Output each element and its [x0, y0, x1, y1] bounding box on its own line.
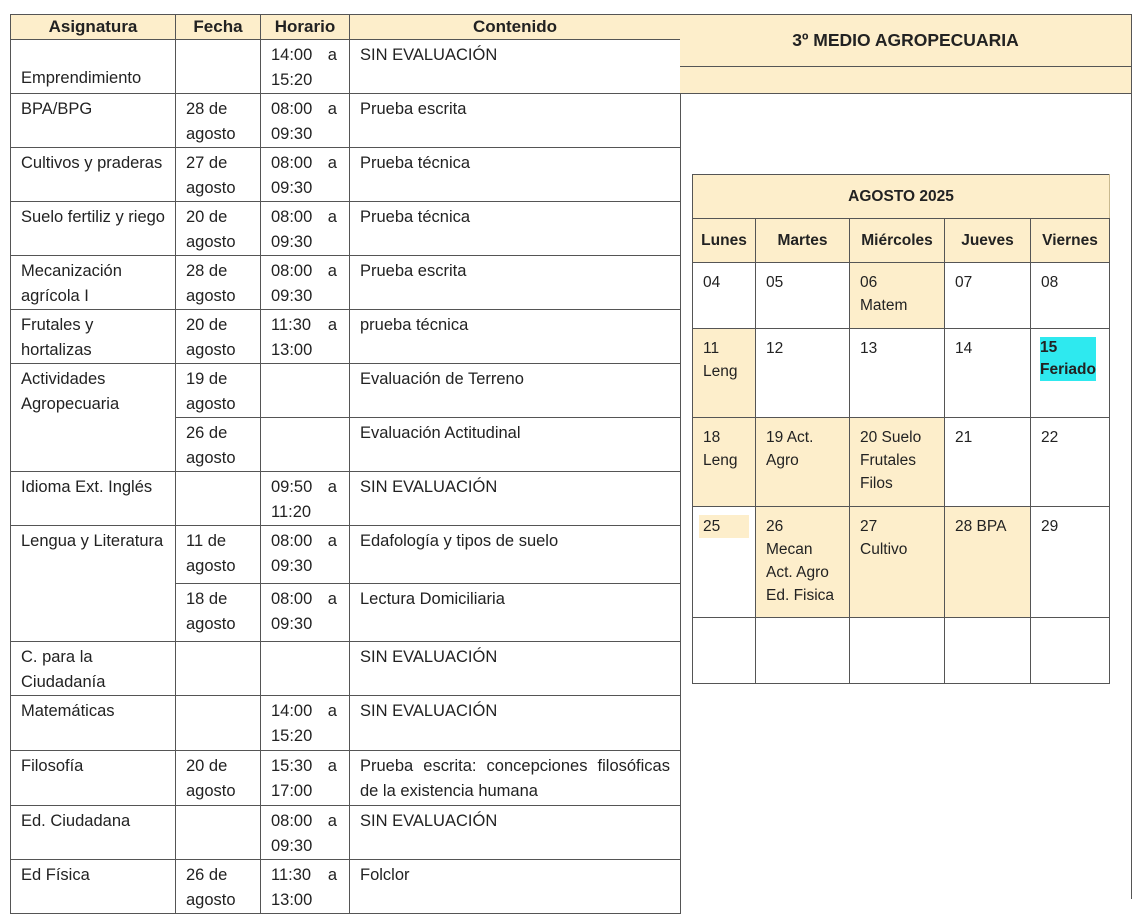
table-row: [11, 202, 681, 256]
content-cell: Edafología y tipos de suelo: [350, 526, 681, 584]
time-cell: 14:00 a 15:20: [261, 696, 350, 751]
calendar-day-text: 12: [766, 340, 784, 357]
calendar-day-cell: [850, 507, 945, 618]
day-header-thursday: Jueves: [945, 219, 1031, 263]
date-cell: 19 de agosto: [176, 364, 261, 418]
content-cell: prueba técnica: [350, 310, 681, 364]
calendar-day-cell: [693, 329, 756, 418]
calendar-day-cell: [1031, 263, 1110, 329]
calendar-day-cell: [1031, 507, 1110, 618]
subject-cell: Lengua y Literatura: [11, 526, 176, 642]
calendar-day-cell: [756, 418, 850, 507]
table-row: [11, 642, 681, 696]
calendar-day-cell: [756, 507, 850, 618]
calendar-day-cell: [945, 507, 1031, 618]
time-cell: [261, 364, 350, 418]
date-cell: 28 de agosto: [176, 256, 261, 310]
calendar-day-cell: [1031, 618, 1110, 684]
content-cell: Evaluación Actitudinal: [350, 418, 681, 472]
calendar-day-cell: [1031, 329, 1110, 418]
calendar-week-row: [693, 618, 1110, 684]
calendar-week-row: [693, 329, 1110, 418]
calendar-week-row: [693, 263, 1110, 329]
content-cell: Evaluación de Terreno: [350, 364, 681, 418]
calendar-day-cell: [850, 329, 945, 418]
day-header-friday: Viernes: [1031, 219, 1110, 263]
content-cell: SIN EVALUACIÓN: [350, 696, 681, 751]
calendar-day-text: 22: [1041, 429, 1059, 446]
date-cell: [176, 642, 261, 696]
calendar-day-cell: [850, 418, 945, 507]
date-cell: 18 de agosto: [176, 584, 261, 642]
header-content: Contenido: [350, 15, 681, 40]
content-cell: Prueba escrita: [350, 94, 681, 148]
date-cell: [176, 40, 261, 94]
date-cell: 28 de agosto: [176, 94, 261, 148]
calendar-day-text: 29: [1041, 518, 1059, 535]
time-cell: [261, 418, 350, 472]
calendar-day-cell: [756, 263, 850, 329]
content-cell: Prueba escrita: concepciones filosóficas de la existencia humana: [350, 751, 681, 806]
subject-cell: Emprendimiento: [11, 40, 176, 94]
date-cell: [176, 806, 261, 860]
calendar-week-row: [693, 507, 1110, 618]
calendar-day-text: 07: [955, 274, 973, 291]
calendar-day-cell: [850, 618, 945, 684]
header-time: Horario: [261, 15, 350, 40]
time-cell: 08:00 a 09:30: [261, 526, 350, 584]
subject-cell: Frutales y hortalizas: [11, 310, 176, 364]
calendar-day-text: 13: [860, 340, 878, 357]
subject-cell: C. para la Ciudadanía: [11, 642, 176, 696]
table-row: [11, 696, 681, 751]
table-row: [11, 806, 681, 860]
header-date: Fecha: [176, 15, 261, 40]
calendar-day-cell: [945, 618, 1031, 684]
table-row: [11, 310, 681, 364]
calendar-day-text: 18 Leng: [703, 429, 738, 469]
date-cell: 11 de agosto: [176, 526, 261, 584]
date-cell: 26 de agosto: [176, 860, 261, 914]
table-row: [11, 472, 681, 526]
subject-cell: Ed Física: [11, 860, 176, 914]
calendar-day-text: 06 Matem: [860, 274, 908, 314]
calendar-day-cell: [945, 263, 1031, 329]
calendar-day-cell: [693, 418, 756, 507]
content-cell: Prueba técnica: [350, 202, 681, 256]
course-title: 3º MEDIO AGROPECUARIA: [680, 15, 1131, 67]
day-header-tuesday: Martes: [756, 219, 850, 263]
day-header-monday: Lunes: [693, 219, 756, 263]
table-row: [11, 40, 681, 94]
calendar-week-row: [693, 418, 1110, 507]
table-row: [11, 148, 681, 202]
content-cell: Prueba técnica: [350, 148, 681, 202]
content-cell: SIN EVALUACIÓN: [350, 472, 681, 526]
calendar-day-cell: [945, 329, 1031, 418]
calendar-day-cell: [756, 329, 850, 418]
subject-cell: Suelo fertiliz y riego: [11, 202, 176, 256]
calendar-day-text: 08: [1041, 274, 1059, 291]
table-row: [11, 860, 681, 914]
calendar-day-text: 21: [955, 429, 973, 446]
time-cell: 11:30 a 13:00: [261, 860, 350, 914]
calendar-day-cell: [693, 507, 756, 618]
calendar-day-text: 25: [699, 515, 749, 538]
course-subheader-band: [680, 67, 1131, 94]
calendar-day-cell: [1031, 418, 1110, 507]
calendar-day-text: 20 Suelo Frutales Filos: [860, 429, 922, 492]
calendar-day-cell: [756, 618, 850, 684]
august-calendar: [692, 174, 1110, 684]
content-cell: Folclor: [350, 860, 681, 914]
evaluation-schedule-table: [10, 14, 681, 914]
calendar-day-cell: [693, 263, 756, 329]
time-cell: 08:00 a 09:30: [261, 584, 350, 642]
table-row: [11, 256, 681, 310]
table-row: [11, 94, 681, 148]
subject-cell: Mecanización agrícola I: [11, 256, 176, 310]
calendar-day-cell: [850, 263, 945, 329]
subject-cell: Idioma Ext. Inglés: [11, 472, 176, 526]
time-cell: 08:00 a 09:30: [261, 94, 350, 148]
time-cell: 14:00 a 15:20: [261, 40, 350, 94]
content-cell: SIN EVALUACIÓN: [350, 40, 681, 94]
time-cell: 09:50 a 11:20: [261, 472, 350, 526]
content-cell: SIN EVALUACIÓN: [350, 806, 681, 860]
date-cell: 26 de agosto: [176, 418, 261, 472]
calendar-day-text: 04: [703, 274, 721, 291]
date-cell: 27 de agosto: [176, 148, 261, 202]
subject-cell: Matemáticas: [11, 696, 176, 751]
calendar-day-headers: [693, 219, 1110, 263]
header-subject: Asignatura: [11, 15, 176, 40]
time-cell: [261, 642, 350, 696]
calendar-day-text: 05: [766, 274, 784, 291]
subject-cell: Ed. Ciudadana: [11, 806, 176, 860]
date-cell: 20 de agosto: [176, 202, 261, 256]
time-cell: 08:00 a 09:30: [261, 256, 350, 310]
time-cell: 11:30 a 13:00: [261, 310, 350, 364]
subject-cell: Filosofía: [11, 751, 176, 806]
calendar-day-text: 19 Act. Agro: [766, 429, 814, 469]
table-row: [11, 364, 681, 418]
calendar-day-cell: [693, 618, 756, 684]
date-cell: 20 de agosto: [176, 751, 261, 806]
subject-cell: Cultivos y praderas: [11, 148, 176, 202]
table-row: [11, 751, 681, 806]
time-cell: 08:00 a 09:30: [261, 148, 350, 202]
content-cell: SIN EVALUACIÓN: [350, 642, 681, 696]
calendar-day-text: 14: [955, 340, 973, 357]
subject-cell: BPA/BPG: [11, 94, 176, 148]
calendar-title: AGOSTO 2025: [693, 175, 1110, 219]
subject-cell: Actividades Agropecuaria: [11, 364, 176, 472]
time-cell: 15:30 a 17:00: [261, 751, 350, 806]
table-header-row: [11, 15, 681, 40]
content-cell: Prueba escrita: [350, 256, 681, 310]
calendar-day-text: 26 Mecan Act. Agro Ed. Fisica: [766, 518, 835, 604]
date-cell: [176, 472, 261, 526]
calendar-day-text: 15 Feriado: [1040, 337, 1096, 381]
calendar-day-text: 11 Leng: [703, 340, 738, 380]
date-cell: 20 de agosto: [176, 310, 261, 364]
date-cell: [176, 696, 261, 751]
day-header-wednesday: Miércoles: [850, 219, 945, 263]
calendar-day-text: 28 BPA: [955, 518, 1007, 535]
time-cell: 08:00 a 09:30: [261, 202, 350, 256]
time-cell: 08:00 a 09:30: [261, 806, 350, 860]
content-cell: Lectura Domiciliaria: [350, 584, 681, 642]
calendar-day-cell: [945, 418, 1031, 507]
table-row: [11, 526, 681, 584]
calendar-day-text: 27 Cultivo: [860, 518, 908, 558]
